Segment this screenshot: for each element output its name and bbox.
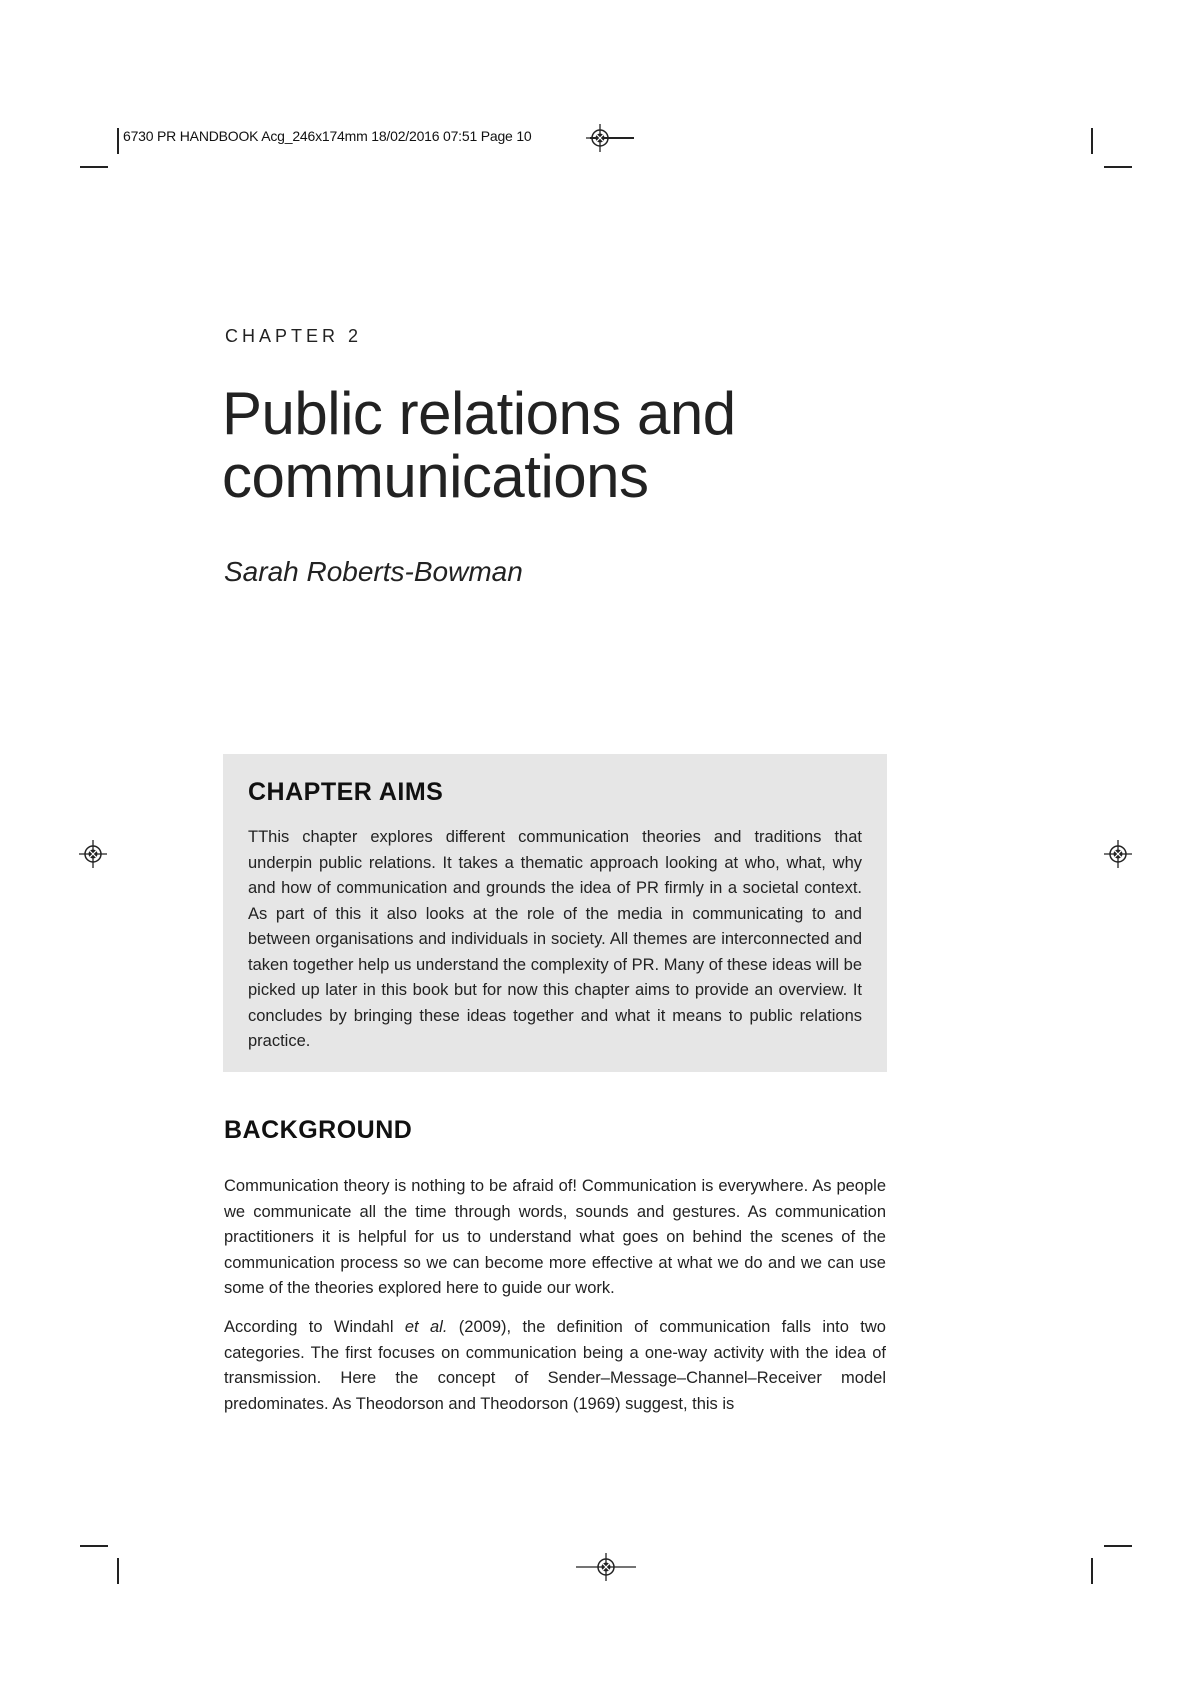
background-heading: BACKGROUND — [224, 1116, 413, 1144]
background-paragraph-1: Communication theory is nothing to be afraid of! Communication is everywhere. As people we communicate all the time through words, sounds and gestures. As communication practitioners it is helpful for us to understand what goes on behind the scenes of the communication process so we can become more effective at what we do and we can use some of the theories explored here to guide our work. — [224, 1177, 886, 1297]
chapter-title-line-2: communications — [222, 443, 649, 510]
chapter-aims-box — [223, 754, 887, 1072]
crop-mark-top-left-horizontal — [80, 166, 108, 168]
chapter-aims-heading: CHAPTER AIMS — [248, 778, 444, 806]
crop-mark-top-right-horizontal — [1104, 166, 1132, 168]
background-paragraph-2 — [224, 1315, 886, 1417]
paragraph-2-text-start: According to Windahl — [224, 1318, 405, 1336]
printer-slug: 6730 PR HANDBOOK Acg_246x174mm 18/02/2016 07:51 Page 10 — [123, 128, 532, 144]
crop-mark-bottom-left-vertical — [117, 1558, 119, 1584]
registration-mark-left-icon — [79, 840, 107, 868]
chapter-author: Sarah Roberts-Bowman — [224, 556, 523, 587]
registration-mark-bottom-icon — [576, 1553, 636, 1581]
chapter-aims-text: TThis chapter explores different communication theories and traditions that underpin public relations. It takes a thematic approach looking at who, what, why and how of communication and grounds the idea of PR firmly in a societal context. As part of this it also looks at the role of the media in communicating to and between organisations and individuals in society. All themes are interconnected and taken together help us understand the complexity of PR. Many of these ideas will be picked up later in this book but for now this chapter aims to provide an overview. It concludes by bringing these ideas together and what it means to public relations practice. — [248, 828, 862, 1050]
registration-mark-right-icon — [1104, 840, 1132, 868]
paragraph-2-et-al: et al. — [404, 1318, 448, 1336]
chapter-title — [222, 382, 922, 508]
paragraph-2-text-end: (2009), the definition of communication falls into two categories. The first focuses on communication being a one-way activity with the idea of transmission. Here the concept of Sender–Message–Channel–Receiver model predominates. As Theodorson and Theodorson (1969) suggest, this is — [224, 1318, 886, 1413]
crop-mark-top-right-vertical — [1091, 128, 1093, 154]
crop-mark-bottom-right-vertical — [1091, 1558, 1093, 1584]
chapter-label: CHAPTER 2 — [225, 326, 363, 346]
registration-mark-top-icon — [586, 124, 614, 152]
chapter-title-line-1: Public relations and — [222, 380, 736, 447]
crop-mark-bottom-left-horizontal — [80, 1545, 108, 1547]
crop-mark-top-left-vertical — [117, 128, 119, 154]
crop-mark-bottom-right-horizontal — [1104, 1545, 1132, 1547]
